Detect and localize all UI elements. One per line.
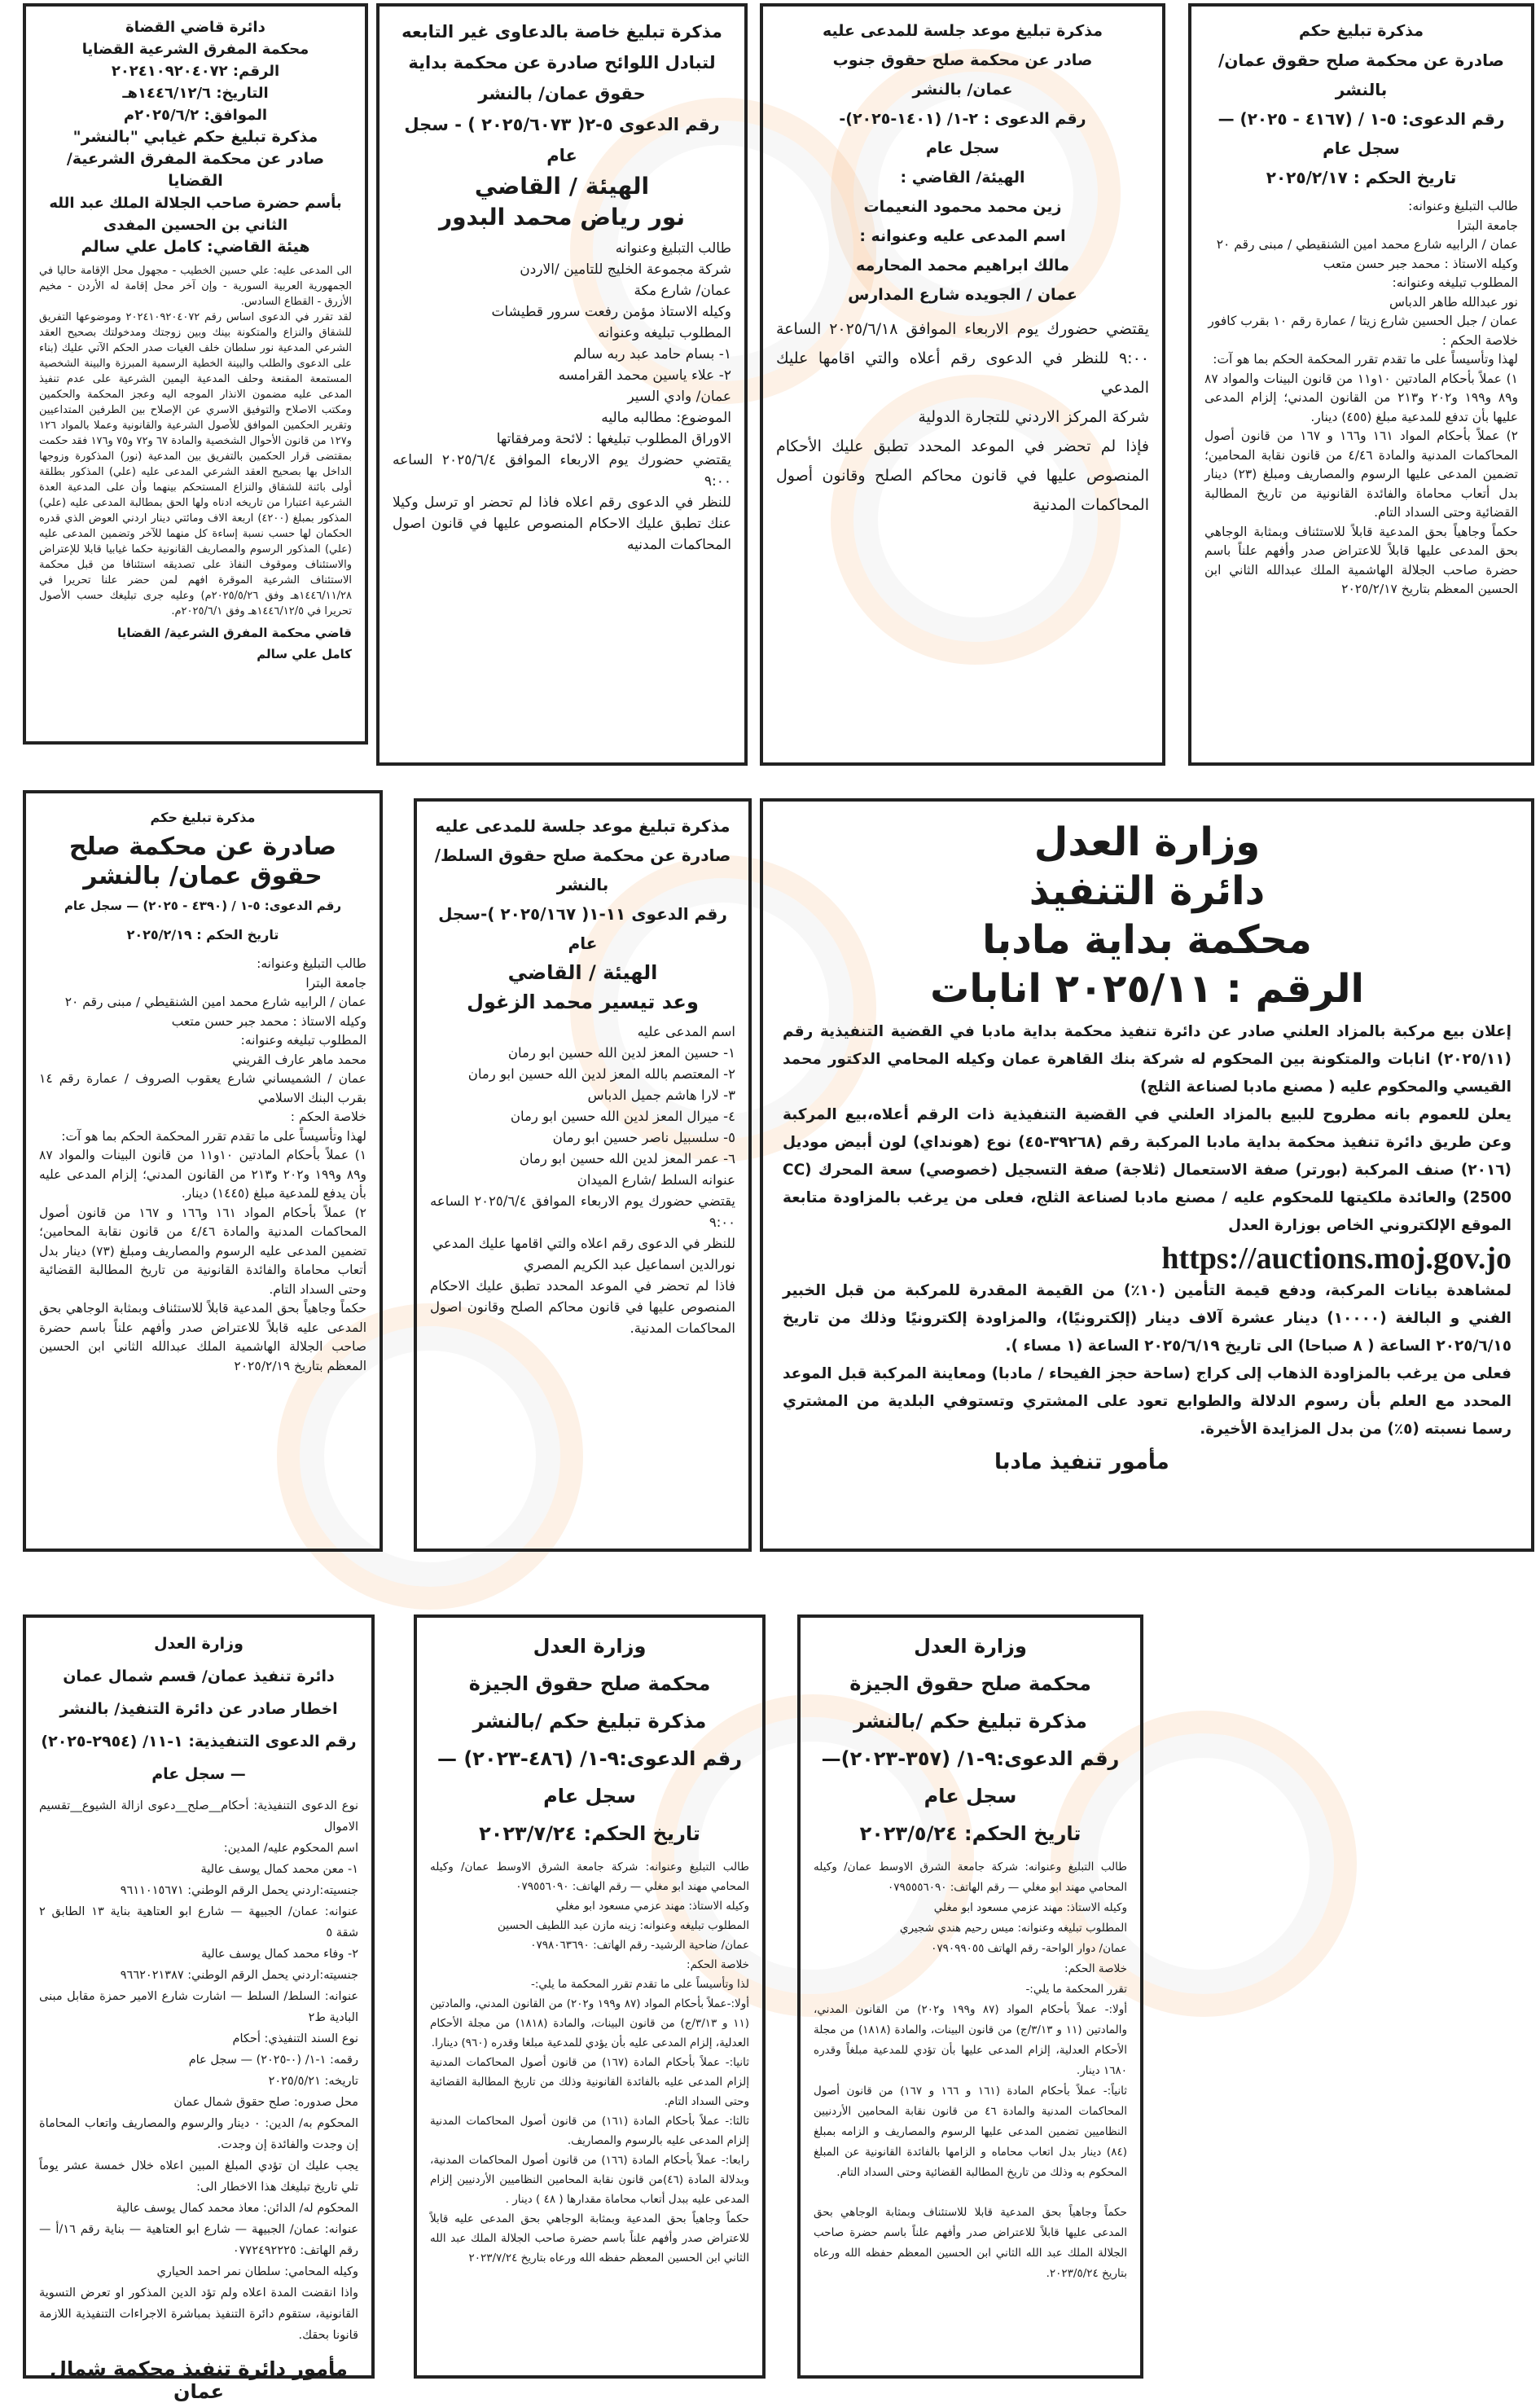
notice-paragraph: عمان / الشميساني شارع يعقوب الصروف / عمارة رقم ١٤ بقرب البنك الاسلامي xyxy=(39,1071,366,1105)
notice-paragraph: عنوانه: عمان/ الجبيهة — شارع ابو العتاهية — بناية رقم ١٦/أ — رقم الهاتف: ٠٧٧٢٤٩٢٢٢٥ xyxy=(39,2223,358,2257)
notice-paragraph: ٥- سلسبيل ناصر حسين ابو رمان xyxy=(552,1130,735,1145)
notice-heading: تاريخ الحكم: ٢٠٢٣/٧/٢٤ xyxy=(479,1822,700,1845)
notice-paragraph: ٢) عملاً بأحكام المواد ١٦١ و١٦٦ و ١٦٧ من قانون أصول المحاكمات المدنية والمادة ٤/٤٦ من قانون نقابة المحامين؛ تضمين المدعى عليه الرسوم والمصاريف ومبلغ (٧٣) دينار بدل أتعاب محاماة والفائدة القانونية من تاريخ المطالبة القضائية وحتى السداد التام. xyxy=(39,1205,367,1297)
notice-paragraph: خلاصة الحكم: xyxy=(687,1958,749,1971)
notice-paragraph: يقتضي حضورك يوم الاربعاء الموافق ٢٠٢٥/٦/٤ الساعه ٩:٠٠ xyxy=(393,452,731,490)
notice-heading: الهيئة/ القاضي : xyxy=(900,169,1025,187)
notice-title: مذكرة تبليغ خاصة بالدعاوى غير التابعه لتبادل اللوائح صادرة عن محكمة بداية حقوق عمان/ بالنشر xyxy=(401,22,722,103)
notice-hearing-salt-167 xyxy=(414,798,752,1552)
notice-paragraph: طالب التبليغ وعنوانه: xyxy=(1408,199,1518,213)
notice-heading: محكمة صلح حقوق الجيزة xyxy=(468,1672,711,1695)
notice-paragraph: اسم المحكوم عليه/ المدين: xyxy=(223,1842,358,1855)
notice-paragraph: واذا انقضت المدة اعلاه ولم تؤد الدين المذكور او تعرض التسوية القانونية، ستقوم دائرة التنفيذ بمباشرة الاجراءات التنفيذية اللازمة قانونا بحقك. xyxy=(39,2287,358,2342)
notice-heading: صادر عن محكمة المفرق الشرعية/ القضايا xyxy=(66,150,325,190)
notice-judgment-amman-4167 xyxy=(1188,3,1534,766)
notice-paragraph: وكيله الاستاذ : محمد جبر حسن متعب xyxy=(1323,256,1518,271)
notice-signature: قاضي محكمة المفرق الشرعية/ القضايا xyxy=(117,626,352,640)
notice-heading: اسم المدعى عليه وعنوانه : xyxy=(859,227,1066,245)
notice-paragraph: خلاصة الحكم : xyxy=(1441,332,1518,348)
notice-paragraph: لذا وتأسيساً على ما تقدم تقرر المحكمة ما يلي:- xyxy=(530,1978,749,1991)
notice-paragraph: ٢- علاء ياسين محمد القرامسه xyxy=(558,367,731,384)
notice-paragraph: نوع السند التنفيذي: أحكام xyxy=(232,2032,358,2045)
notice-paragraph: رابعا:- عملاً بأحكام المادة (١٦٦) من قانون أصول المحاكمات المدنية، وبدلالة المادة (٤٦)من قانون نقابة المحامين النظاميين الأردنيين إلزام المدعى عليه ببدل أتعاب محاماة مقدارها ( ٤٨ ) دينار . xyxy=(430,2154,750,2206)
notice-paragraph: ثانياً:- عملاً بأحكام المادة (١٦١ و ١٦٦ و ١٦٧) من قانون أصول المحاكمات المدنية والمادة ٤٦ من قانون نقابة المحامين الأردنيين النظاميين تضمين المدعى عليها الرسوم والمصاريف و الزامه بمبلغ (٨٤) دينار بدل اتعاب محاماه و الزامها بالفائدة القانونية عن المبلغ المحكوم به وذلك من تاريخ المطالبة القضائية وحتى السداد التام. xyxy=(814,2085,1128,2179)
notice-paragraph: محمد ماهر عارف القريني xyxy=(232,1052,366,1067)
notice-heading: رقم الدعوى:٩-١/ (٤٨٦-٢٠٢٣) — xyxy=(437,1747,743,1770)
notice-heading: تاريخ الحكم : ٢٠٢٥/٢/١٩ xyxy=(126,927,279,942)
notice-heading: رقم الدعوى: ٥-١ / (٤٣٩٠ - ٢٠٢٥) — سجل عام xyxy=(64,898,342,913)
notice-paragraph: عمان/ وادي السير xyxy=(627,389,731,405)
notice-paragraph: للنظر في الدعوى رقم اعلاه فاذا لم تحضر او ترسل وكيلا عنك تطبق عليك الاحكام المنصوص عليها في قانون اصول المحاكمات المدنيه xyxy=(393,494,731,553)
notice-paragraph: وكيله الاستاذ : محمد جبر حسن متعب xyxy=(171,1013,366,1029)
notice-heading: صادرة عن محكمة صلح حقوق عمان/ بالنشر xyxy=(68,832,337,890)
notice-paragraph: حكماً وجاهياً بحق المدعية وبمثابة الوجاهي بحق المدعى عليه قابلاً للاعتراض صدر وأفهم علناً باسم حضرة صاحب الجلالة الملك عبد الله الثاني ابن الحسين المعظم حفظه الله ورعاه بتاريخ ٢٠٢٣/٧/٢٤ xyxy=(430,2212,749,2265)
notice-paragraph: عمان/ ضاحية الرشيد- رقم الهاتف: ٠٧٩٨٠٦٣٦٩٠ xyxy=(530,1939,749,1952)
notice-madaba-vehicle-auction xyxy=(760,798,1534,1552)
notice-paragraph: عنوانه: السلط/ السلط — اشارت شارع الامير حمزة مقابل مبنى البادية ط٢ xyxy=(39,1990,358,2024)
notice-paragraph: لهذا وتأسيساً على ما تقدم تقرر المحكمة الحكم بما هو آت: xyxy=(61,1128,366,1144)
notice-paragraph: ٣- لارا هاشم جميل الدباس xyxy=(587,1087,735,1103)
notice-title: وزارة العدل xyxy=(533,1635,647,1658)
notice-paragraph: لمشاهدة بيانات المركبة، ودفع قيمة التأمين (١٠٪) من القيمة المقدرة للمركبة من قبل الخبير الفني و البالغة (١٠٠٠٠) دينار عشرة آلاف دينار (إلكترونيًا)، والمزاودة إلكترونيًا وذلك من تاريخ ٢٠٢٥/٦/١٥ الساعة ( ٨ صباحا) الى تاريخ ٢٠٢٥/٦/١٩ الساعة (١ مساء ). xyxy=(783,1282,1511,1355)
notice-heading: سجل عام xyxy=(926,139,999,157)
notice-paragraph: جامعة البترا xyxy=(1457,217,1518,233)
notice-heading: صادر عن محكمة صلح حقوق جنوب xyxy=(832,51,1093,69)
notice-heading: الرقم : ٢٠٢٥/١١ انابات xyxy=(930,966,1364,1012)
notice-heading: محكمة صلح حقوق الجيزة xyxy=(849,1672,1091,1695)
notice-heading: تاريخ الحكم : ٢٠٢٥/٢/١٧ xyxy=(1266,168,1457,187)
notice-paragraph: ١- بسام حامد عبد ربه سالم xyxy=(573,346,731,362)
notice-paragraph: طالب التبليغ وعنوانه: شركة جامعة الشرق الاوسط عمان/ وكيله المحامي مهند ابو مغلي — رقم الهاتف: ٠٧٩٥٥٥٦٠٩٠ xyxy=(814,1860,1127,1894)
notice-jizah-judgment-486 xyxy=(414,1614,766,2379)
notice-paragraph: إعلان بيع مركبة بالمزاد العلني صادر عن دائرة تنفيذ محكمة بداية مادبا في القضية التنفيذية رقم (٢٠٢٥/١١) انابات والمتكونة بين المحكوم له شركة بنك القاهرة عمان وكيله المحامي الدكتور محمد القيسي والمحكوم عليه ( مصنع مادبا لصناعة الثلج) xyxy=(783,1023,1511,1096)
notice-paragraph: عمان / جبل الحسين شارع زيتا / عمارة رقم ١٠ بقرب كافور xyxy=(1208,314,1518,328)
notice-paragraph: المطلوب تبليغه وعنوانه: xyxy=(1392,275,1518,290)
notice-heading: رقم الدعوى ٥-٢( ٢٠٢٥/٦٠٧٣ ) - سجل عام xyxy=(404,115,720,165)
notice-paragraph: لقد تقرر في الدعوى اساس رقم ٢٠٢٤١٠٩٢٠٤٠٧٢ وموضوعها التفريق للشقاق والنزاع والمتكونة بينك وبين زوجتك ومدخولتك بصحيح العقد الشرعي المدعية نور سلطان خلف الغيات صدر الحكم الآتي عليك (بناء على الدعوى والطلب والبينة الخطية الرسمية المبرزة والبينة الشخصية المستمعة المقنعة وحلف المدعية اليمين الشرعية على عدم تنفيذ المدعى عليه مضمون الانذار الموجه اليه وعجز المحكمة والحكمين ومكتب الاصلاح والتوفيق الاسري عن الإصلاح بين الطرفين المتداعيين وتقرير الحكمين الموافق للأصول الشرعية والقانونية وعملا بالمواد ١٢٦ و١٢٧ من قانون الأحوال الشخصية والمادة ٦٧ و٧٢ و٧٥ و١٧٦ فقد حكمت بمقتضى قرار الحكمين بالتفريق بين المدعية (نور) المذكورة وزوجها الداخل بها بصحيح العقد الشرعي المدعى عليه (علي) المذكور بطلقة أولى بائنة للشقاق والنزاع المستحكم بينهما وأن على المدعية العدة الشرعية اعتبارا من تاريخه ادناه ولها الحق بمطالبة المدعى عليه (علي) المذكور بمبلغ (٤٢٠٠) اربعة الاف ومائتي دينار اردني العوض الذي قدره الحكمان لها حسب نسبة إساءة كل منهما للآخر وتضمين المدعى عليه (علي) المذكور الرسوم والمصاريف القانونية حكما غيابيا قابلا للإعتراض والاستئناف وموقوف النفاذ على تصديقه استئنافا من قبل محكمة الاستئناف الشرعية الموقرة افهم لمن حضر علنا تحريرا في ١٤٤٦/١١/٢٨هـ وفق ٢٠٢٥/٥/٢٦م) وعليه جرى تبليغك حسب الأصول تحريرا في ١٤٤٦/١٢/٥هـ وفق ٢٠٢٥/٦/١م. xyxy=(39,311,353,617)
notice-heading: التاريخ: ١٤٤٦/١٢/٦هـ xyxy=(122,85,269,102)
notice-paragraph: فاذا لم تحضر في الموعد المحدد تطبق عليك الاحكام المنصوص عليها في قانون محاكم الصلح وقانون اصول المحاكمات المدنية. xyxy=(430,1278,735,1336)
notice-paragraph: يجب عليك ان تؤدي المبلغ المبين اعلاه خلال خمسة عشر يوماً تلي تاريخ تبليغك هذا الاخطار الى: xyxy=(39,2159,358,2194)
notice-paragraph: حكماً وجاهياً بحق المدعية قابلاً للاستئناف وبمثابة الوجاهي بحق المدعى عليه قابلاً للاعتراض صدر وأفهم علناً باسم حضرة صاحب الجلالة الهاشمية الملك عبدالله الثاني ابن الحسين المعظم بتاريخ ٢٠٢٥/٢/١٩ xyxy=(39,1301,366,1373)
notice-mafraq-sharia-court xyxy=(23,3,368,745)
notice-title: وزارة العدل xyxy=(914,1635,1027,1658)
notice-paragraph: ثانيا:- عملاً بأحكام المادة (١٦٧) من قانون أصول المحاكمات المدنية إلزام المدعى عليه بالفائدة القانونية وذلك من تاريخ المطالبة القضائية وحتى السداد التام. xyxy=(430,2056,749,2108)
notice-paragraph: شركة مجموعة الخليج للتامين /الاردن xyxy=(520,261,731,278)
notice-title: وزارة العدل xyxy=(154,1635,244,1653)
notice-paragraph: تاريخه: ٢٠٢٥/٥/٢١ xyxy=(268,2075,358,2088)
notice-title: مذكرة تبليغ موعد جلسة للمدعى عليه صادرة عن محكمة صلح حقوق السلط/ بالنشر xyxy=(434,816,731,894)
notice-heading: دائرة تنفيذ عمان/ قسم شمال عمان xyxy=(63,1667,335,1685)
notice-heading: الهيئة / القاضي xyxy=(474,173,650,200)
notice-paragraph: فعلى من يرغب بالمزاودة الذهاب إلى كراج (ساحة حجز الفيحاء / مادبا) ومعاينة المركبة قبل الموعد المحدد مع العلم بأن رسوم الدلالة والطوابع تعود على المشتري وتستوفي البلدية من المشتري رسما نسبته (٥٪) من بدل المزايدة الأخيرة. xyxy=(783,1365,1511,1438)
notice-heading: عمان/ بالنشر xyxy=(912,81,1013,99)
notice-heading: سجل عام xyxy=(924,1785,1017,1808)
notice-title: مذكرة تبليغ حكم xyxy=(150,810,256,825)
notice-paragraph: نورالدين اسماعيل عبد الكريم المصري xyxy=(523,1257,735,1272)
notice-paragraph: المطلوب تبليغه وعنوانه: زينه مازن عبد اللطيف الحسين xyxy=(498,1919,749,1932)
notice-heading: بأسم حضرة صاحب الجلالة الملك عبد الله الثاني بن الحسين المفدى xyxy=(49,195,342,234)
notice-paragraph: حكماً وجاهياً بحق المدعية قابلاً للاستئناف وبمثابة الوجاهي بحق المدعى عليها قابلاً للاعتراض صدر وأفهم علناً باسم حضرة صاحب الجلالة الهاشمية الملك عبدالله الثاني ابن الحسين المعظم بتاريخ ٢٠٢٥/٢/١٧ xyxy=(1204,524,1518,596)
notice-paragraph: ١- معن محمد كمال يوسف عالية xyxy=(200,1863,358,1876)
notice-title: دائرة قاضي القضاة xyxy=(125,19,265,36)
notice-paragraph: ٦- عمر المعز لدين الله حسين ابو رمان xyxy=(519,1151,735,1166)
notice-paragraph: رقمه: ١-١/ (٠-٢٠٢٥) — سجل عام xyxy=(188,2054,358,2067)
notice-heading: الرقم: ٢٠٢٤١٠٩٢٠٤٠٧٢ xyxy=(111,63,280,80)
notice-heading: مذكرة تبليغ حكم /بالنشر xyxy=(472,1710,707,1733)
notice-paragraph: طالب التبليغ وعنوانه: شركة جامعة الشرق الاوسط عمان/ وكيله المحامي مهند ابو مغلي — رقم الهاتف: ٠٧٩٥٥٦٠٩٠ xyxy=(430,1860,749,1893)
notice-paragraph: عمان/ شارع مكة xyxy=(634,283,731,299)
notice-paragraph: خلاصة الحكم : xyxy=(290,1109,366,1124)
notice-heading: رقم الدعوى:٩-١/ (٣٥٧-٢٠٢٣)— xyxy=(821,1747,1120,1770)
notice-paragraph: طالب التبليغ وعنوانه xyxy=(615,240,731,257)
notice-paragraph: وكيله الاستاذ: مهند عزمي مسعود ابو مغلي xyxy=(933,1901,1127,1914)
notice-paragraph: الموضوع: مطالبه ماليه xyxy=(601,410,731,426)
notice-heading: رقم الدعوى : ٢-١/ (١٤٠١-٢٠٢٥)- xyxy=(839,110,1086,128)
notice-paragraph: الى المدعى عليه: علي حسين الخطيب - مجهول محل الإقامة حاليا في الجمهورية العربية السورية - وإن آخر محل إقامة له الأردن - مخيم الأزرق - القطاع السادس. xyxy=(39,265,352,308)
notice-heading: تاريخ الحكم: ٢٠٢٣/٥/٢٤ xyxy=(859,1822,1082,1845)
notice-heading: الهيئة / القاضي xyxy=(507,961,658,984)
notice-paragraph: للنظر في الدعوى رقم اعلاه والتي اقامها عليك المدعي xyxy=(432,1236,735,1251)
notice-paragraph: عمان/ دوار الواحة- رقم الهاتف ٠٧٩٠٩٩٠٥٥ xyxy=(931,1942,1127,1955)
notice-paragraph: ثالثا:- عملاً بأحكام المادة (١٦١) من قانون أصول المحاكمات المدنية إلزام المدعى عليه بالرسوم والمصاريف. xyxy=(430,2115,749,2147)
notice-paragraph: حكماً وجاهياً بحق المدعية قابلا للاستئناف وبمثابة الوجاهي بحق المدعى عليها قابلاً للاعتراض صدر وأفهم علناً باسم حضرة صاحب الجلالة الملك عبد الله الثاني ابن الحسين المعظم حفظه الله ورعاه بتاريخ ٢٠٢٣/٥/٢٤. xyxy=(814,2206,1127,2280)
notice-paragraph: ١) عملاً بأحكام المادتين ١٠و١١ من قانون البينات والمواد ٨٧ و٨٩ و١٩٩ و٢٠٢ و٢١٣ من القانون المدني؛ إلزام المدعى عليها بأن تدفع للمدعية مبلغ (٤٥٥) دينار. xyxy=(1204,371,1518,424)
notice-paragraph: نوع الدعوى التنفيذية: أحكام__صلح__دعوى ازالة الشيوع__تقسيم الاموال xyxy=(39,1799,358,1834)
notice-paragraph: ٤- ميرال المعز لدين الله حسين ابو رمان xyxy=(510,1109,735,1124)
notice-paragraph: عمان / الرابيه شارع محمد امين الشنقيطي / مبنى رقم ٢٠ xyxy=(1216,237,1518,252)
notice-paragraph: المحكوم له/ الدائن: معاذ محمد كمال يوسف عالية xyxy=(116,2202,358,2215)
notice-paragraph: عمان / الرابيه شارع محمد امين الشنقيطي / مبنى رقم ٢٠ xyxy=(64,995,366,1009)
notice-paragraph: لهذا وتأسيساً على ما تقدم تقرر المحكمة الحكم بما هو آت: xyxy=(1213,352,1518,367)
notice-heading: رقم الدعوى التنفيذية: ١-١١/ (٢٩٥٤-٢٠٢٥) xyxy=(41,1733,357,1751)
notice-paragraph: جامعة البترا xyxy=(305,975,366,991)
notice-title: وزارة العدل xyxy=(1033,819,1261,865)
notice-heading: الموافق: ٢٠٢٥/٦/٢م xyxy=(123,107,268,124)
notice-paragraph: يقتضي حضورك يوم الاربعاء الموافق ٢٠٢٥/٦/٤ الساعه ٩:٠٠ xyxy=(430,1193,736,1230)
notice-paragraph: وكيله الاستاذ مؤمن رفعت سرور قطيشات xyxy=(491,304,731,320)
notice-paragraph: المحكوم به/ الدين: ٠ دينار والرسوم والمصاريف واتعاب المحاماة إن وجدت والفائدة إن وجدت. xyxy=(39,2117,358,2151)
notice-paragraph: محل صدوره: صلح حقوق شمال عمان xyxy=(173,2096,358,2109)
notice-paragraph: جنسيته:اردني يحمل الرقم الوطني: ٩٦٦٢٠٢١٣٨٧ xyxy=(120,1969,358,1982)
notice-paragraph: ٢- المعتصم بالله المعز لدين الله حسين ابو رمان xyxy=(467,1066,735,1082)
notice-heading: مذكرة تبليغ حكم /بالنشر xyxy=(853,1710,1087,1733)
notice-heading: مذكرة تبليغ حكم غيابي "بالنشر" xyxy=(72,128,318,146)
notice-paragraph: تقرر المحكمة ما يلي:- xyxy=(1025,1983,1127,1996)
notice-hearing-south-amman-1401 xyxy=(760,3,1165,766)
notice-paragraph: عنوانه السلط /شارع الميدان xyxy=(577,1172,735,1188)
notice-paragraph: جنسيته:اردني يحمل الرقم الوطني: ٩٦١١٠١٥٦٧١ xyxy=(120,1884,358,1897)
auction-website-link[interactable]: https://auctions.moj.gov.jo xyxy=(1161,1241,1511,1276)
notice-paragraph: طالب التبليغ وعنوانه: xyxy=(257,956,366,971)
notice-heading: سجل عام xyxy=(543,1785,636,1808)
notice-heading: رقم الدعوى ١١-١( ٢٠٢٥/١٦٧ )-سجل عام xyxy=(438,904,727,953)
notice-heading: دائرة التنفيذ xyxy=(1029,868,1266,914)
notice-heading: عمان / الجويده شارع المدارس xyxy=(848,286,1077,304)
notice-paragraph: يعلن للعموم بانه مطروح للبيع بالمزاد العلني في القضية التنفيذية ذات الرقم أعلاه،بيع المركبة وعن طريق دائرة تنفيذ محكمة بداية مادبا المركبة رقم (٣٩٢٦٨-٤٥) نوع (هونداي) لون أبيض موديل (٢٠١٦) صنف المركبة (بورتر) صفة الاستعمال (ثلاجة) صفة التسجيل (خصوصي) سعة المحرك (CC 2500) والعائدة ملكيتها للمحكوم عليه / مصنع مادبا لصناعة الثلج، فعلى من يرغب بالمزاودة متابعة الموقع الإلكتروني الخاص بوزارة العدل xyxy=(783,1106,1511,1234)
notice-judgment-amman-4390 xyxy=(23,790,383,1552)
notice-signature: مأمور تنفيذ مادبا xyxy=(994,1450,1169,1474)
notice-paragraph: ١) عملاً بأحكام المادتين ١٠و١١ من قانون البينات والمواد ٨٧ و٨٩ و١٩٩ و٢٠٢ و٢١٣ من القانون المدني؛ إلزام المدعى عليه بأن يدفع للمدعية مبلغ (١٤٤٥) دينار. xyxy=(39,1148,367,1201)
notice-paragraph: ٢- وفاء محمد كمال يوسف عالية xyxy=(201,1948,358,1961)
notice-heading: — سجل عام xyxy=(151,1765,246,1783)
notice-paragraph: اسم المدعى عليه xyxy=(637,1024,735,1039)
notice-paragraph: أولا:- عملاً بأحكام المواد (٨٧ و١٩٩ و٢٠٢) من القانون المدني، والمادتين (١١ و ٣/١٣/ج) من قانون البينات، والمادة (١٨١٨) من مجلة الأحكام العدلية، إلزام المدعى عليها بأن تؤدي للمدعية مبلغاً وقدره ١٦٨٠ دينار. xyxy=(814,2003,1127,2077)
notice-title: مذكرة تبليغ موعد جلسة للمدعى عليه xyxy=(822,22,1103,40)
notice-title: مذكرة تبليغ حكم xyxy=(1298,22,1424,40)
notice-paragraph: المطلوب تبليغه وعنوانه xyxy=(598,325,731,341)
notice-paragraph: خلاصة الحكم: xyxy=(1064,1962,1127,1975)
notice-paragraph: ٢) عملاً بأحكام المواد ١٦١ و١٦٦ و ١٦٧ من قانون أصول المحاكمات المدنية والمادة ٤/٤٦ من قانون نقابة المحامين؛ تضمين المدعى عليها الرسوم والمصاريف ومبلغ (٢٣) دينار بدل أتعاب محاماة والفائدة القانونية من تاريخ المطالبة القضائية وحتى السداد التام. xyxy=(1204,428,1518,520)
notice-paragraph: شركة المركز الاردني للتجارة الدولية xyxy=(918,408,1149,426)
notice-heading: هيئة القاضي: كامل علي سالم xyxy=(81,238,310,256)
notice-heading: مالك ابراهيم محمد المحارمه xyxy=(856,257,1069,275)
notice-paragraph: الاوراق المطلوب تبليغها : لائحة ومرفقاتها xyxy=(496,431,731,447)
notice-jizah-judgment-357 xyxy=(797,1614,1143,2379)
notice-paragraph: وكيله الاستاذ: مهند عزمي مسعود ابو مغلي xyxy=(555,1900,749,1913)
notice-signature: مأمور دائرة تنفيذ محكمة شمال عمان xyxy=(50,2357,348,2403)
notice-heading: صادرة عن محكمة صلح حقوق عمان/بالنشر xyxy=(1218,51,1504,99)
notice-heading: وعد تيسير محمد الزغول xyxy=(467,991,699,1013)
notice-heading: اخطار صادر عن دائرة التنفيذ/ بالنشر xyxy=(59,1700,338,1718)
notice-first-instance-amman-6073 xyxy=(376,3,748,766)
notice-paragraph: المطلوب تبليغه وعنوانه: ميس رحيم هندي شجيري xyxy=(899,1922,1127,1935)
notice-paragraph: فإذا لم تحضر في الموعد المحدد تطبق عليك الأحكام المنصوص عليها في قانون محاكم الصلح وقانون أصول المحاكمات المدنية xyxy=(776,437,1149,514)
notice-heading: سجل عام xyxy=(1323,138,1400,158)
notice-paragraph: يقتضي حضورك يوم الاربعاء الموافق ٢٠٢٥/٦/١٨ الساعة ٩:٠٠ للنظر في الدعوى رقم أعلاه والتي اقامها عليك المدعي xyxy=(776,320,1149,397)
notice-paragraph: أولا:-عملاً بأحكام المواد (٨٧ و١٩٩ و٢٠٢) من القانون المدني، والمادتين (١١ و ٣/١٣/ج) من قانون البينات، والمادة (١٨١٨) من مجلة الأحكام العدلية، إلزام المدعى عليه بأن يؤدي للمدعية مبلغا وقدره (٩٦٠) دينارا. xyxy=(430,1997,750,2049)
notice-north-amman-execution-2954 xyxy=(23,1614,375,2403)
notice-paragraph: نور عبدالله طاهر الدباس xyxy=(1389,294,1518,310)
notice-signature: كامل علي سالم xyxy=(257,647,352,661)
notice-heading: رقم الدعوى: ٥-١ / (٤١٦٧ - ٢٠٢٥) — xyxy=(1218,109,1505,129)
notice-paragraph: عنوانه: عمان/ الجبيهة — شارع ابو العتاهية بناية ١٣ الطابق ٢ شقة ٥ xyxy=(39,1905,359,1940)
notice-paragraph: وكيله المحامي: سلطان نمر احمد الحياري xyxy=(156,2265,358,2278)
notice-heading: محكمة بداية مادبا xyxy=(982,917,1312,963)
notice-heading: نور رياض محمد البدور xyxy=(439,204,685,231)
notice-paragraph: المطلوب تبليغه وعنوانه: xyxy=(240,1033,366,1048)
notice-heading: زين محمد محمود النعيمات xyxy=(863,198,1062,216)
notice-heading: محكمة المفرق الشرعية القضايا xyxy=(81,41,309,58)
notice-paragraph: ١- حسين المعز لدين الله حسين ابو رمان xyxy=(507,1045,735,1061)
